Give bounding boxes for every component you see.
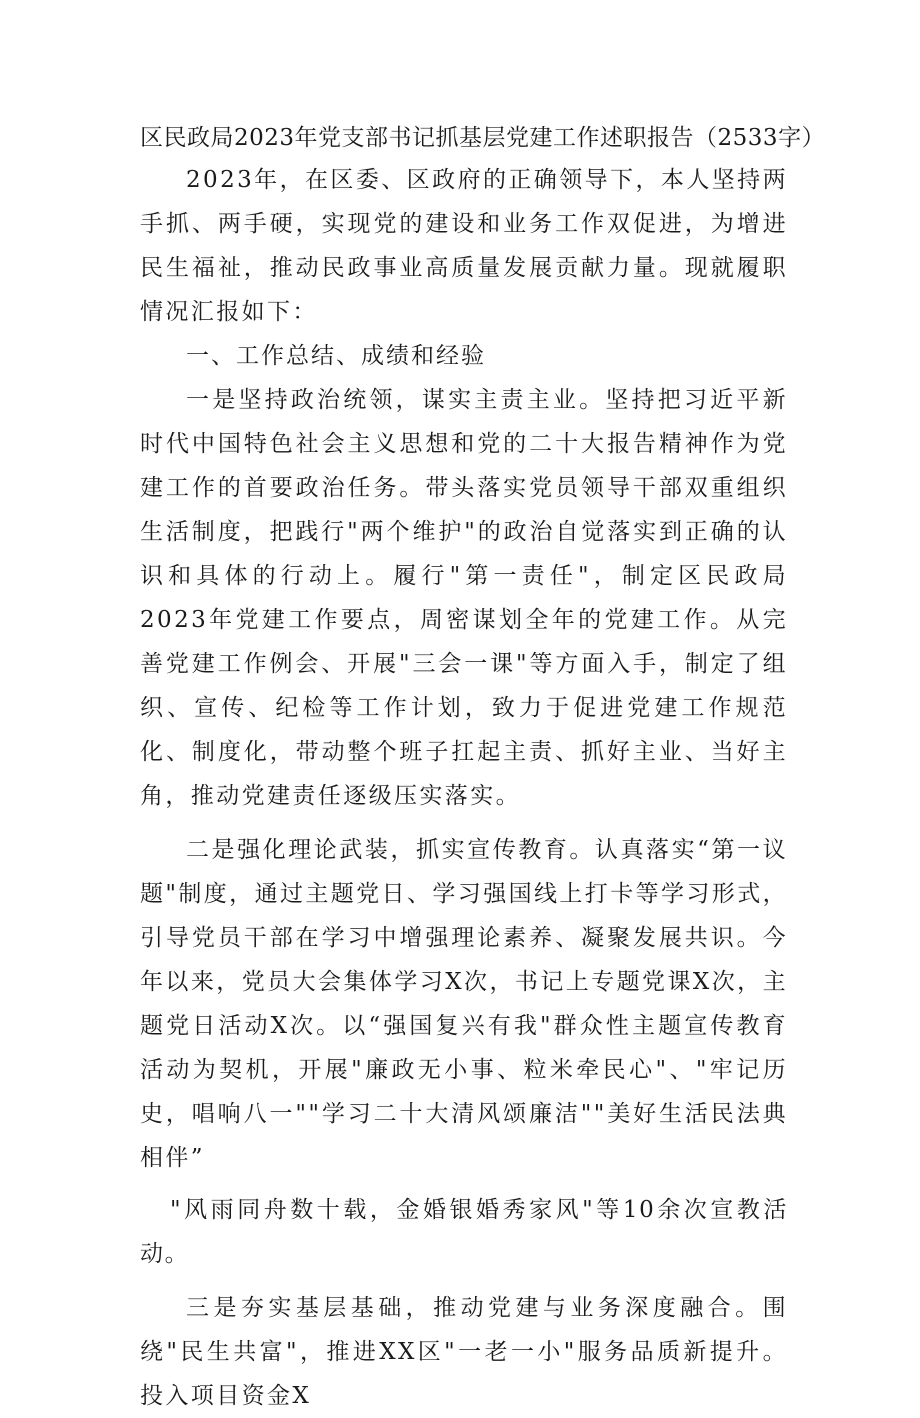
document-body [140, 118, 826, 1418]
paragraph-point-1: 一是坚持政治统领，谋实主责主业。坚持把习近平新时代中国特色社会主义思想和党的二十大报告精神作为党建工作的首要政治任务。带头落实党员领导干部双重组织生活制度，把践行"两个维护"的政治自觉落实到正确的认识和具体的行动上。履行"第一责任"，制定区民政局2023年党建工作要点，周密谋划全年的党建工作。从完善党建工作例会、开展"三会一课"等方面入手，制定了组织、宣传、纪检等工作计划，致力于促进党建工作规范化、制度化，带动整个班子扛起主责、抓好主业、当好主角，推动党建责任逐级压实落实。 [140, 387, 788, 809]
paragraph-intro: 2023年，在区委、区政府的正确领导下，本人坚持两手抓、两手硬，实现党的建设和业务工作双促进，为增进民生福祉，推动民政事业高质量发展贡献力量。现就履职情况汇报如下： [140, 167, 788, 325]
paragraph-point-2: 二是强化理论武装，抓实宣传教育。认真落实“第一议题"制度，通过主题党日、学习强国线上打卡等学习形式，引导党员干部在学习中增强理论素养、凝聚发展共识。今年以来，党员大会集体学习X次，书记上专题党课X次，主题党日活动X次。以“强国复兴有我"群众性主题宣传教育活动为契机，开展"廉政无小事、粒米牵民心"、"牢记历史，唱响八一""学习二十大清风颂廉洁""美好生活民法典相伴” [140, 837, 788, 1171]
paragraph-point-2-continued: "风雨同舟数十载，金婚银婚秀家风"等10余次宣教活动。 [140, 1197, 788, 1267]
paragraph-point-3: 三是夯实基层基础，推动党建与业务深度融合。围绕"民生共富"，推进XX区"一老一小"服务品质新提升。投入项目资金X [140, 1295, 788, 1409]
document-title: 区民政局2023年党支部书记抓基层党建工作述职报告（2533字） [140, 125, 826, 151]
section-heading-1: 一、工作总结、成绩和经验 [186, 343, 486, 369]
